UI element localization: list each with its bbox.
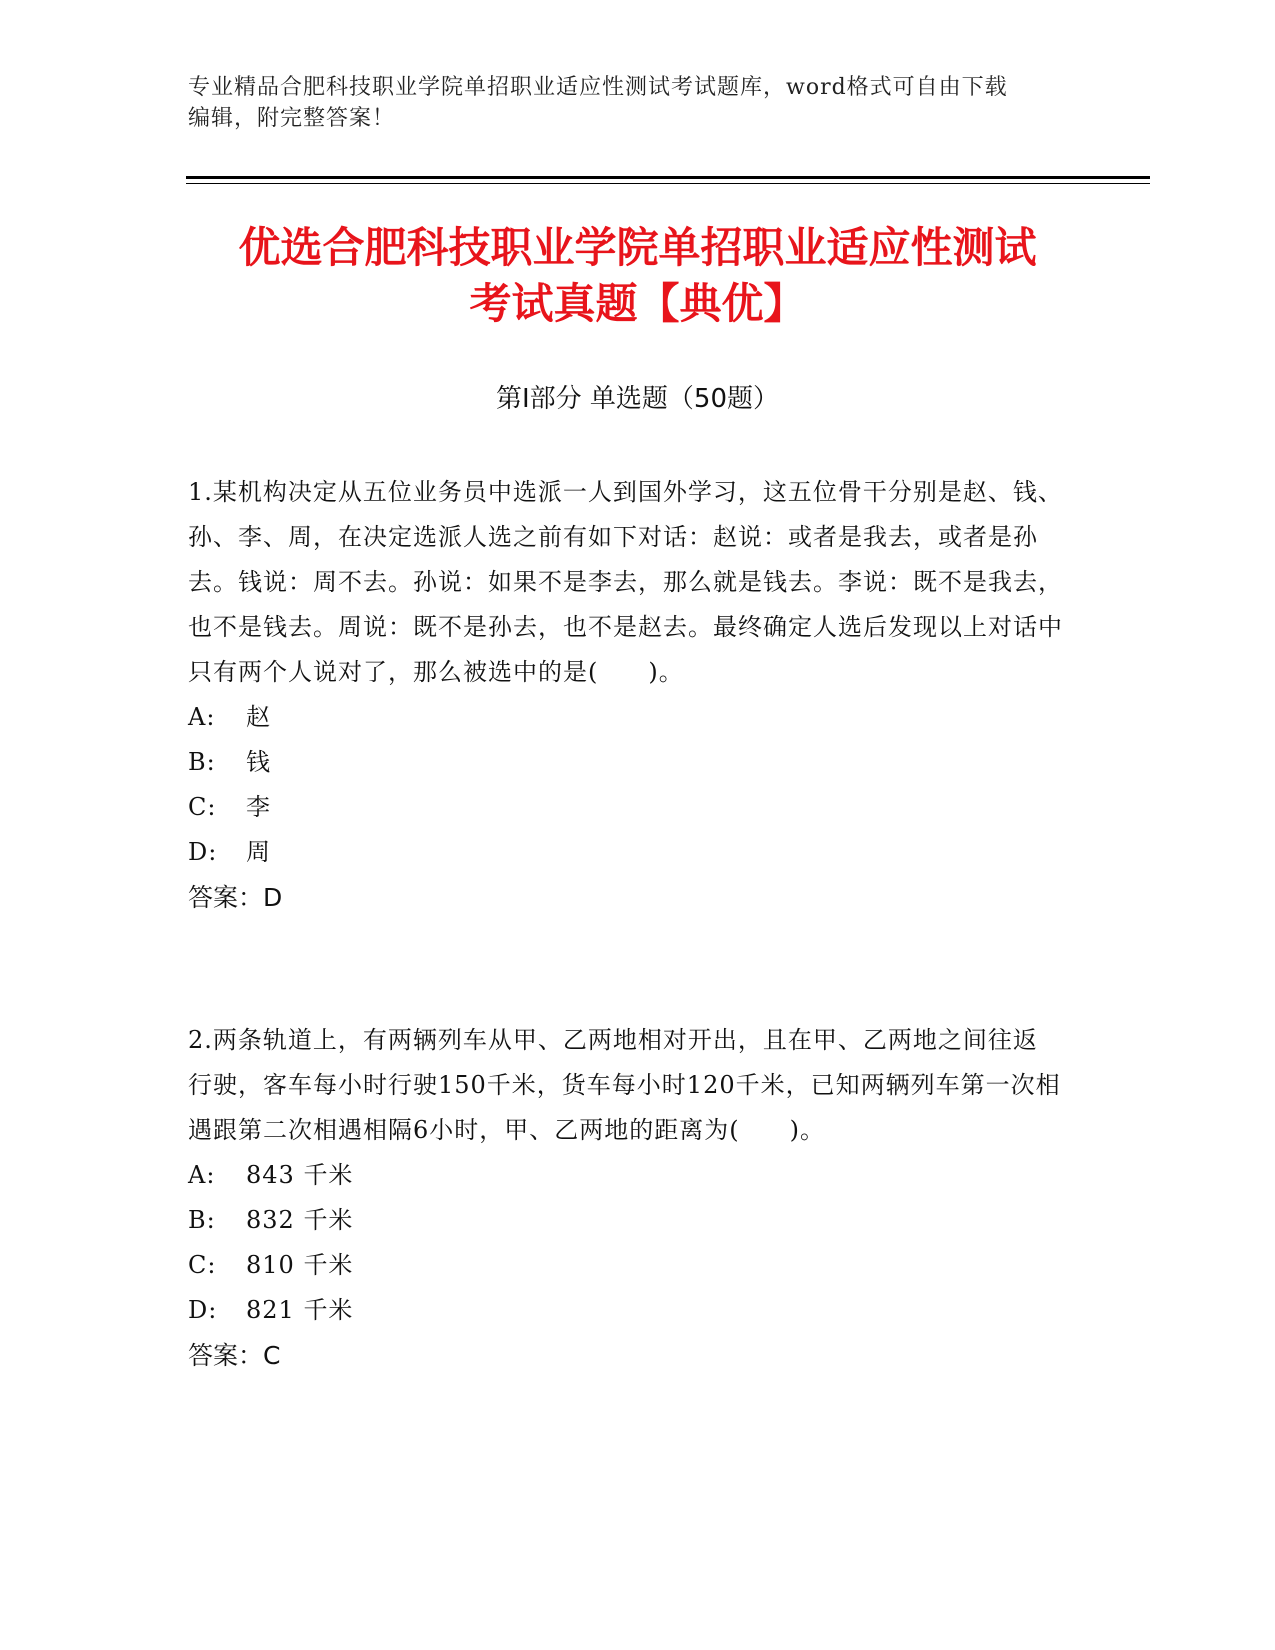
answer: 答案：D xyxy=(188,883,283,912)
question-2 xyxy=(188,1018,1068,1378)
option-letter: B: xyxy=(188,1206,216,1234)
question-stem: 2.两条轨道上，有两辆列车从甲、乙两地相对开出，且在甲、乙两地之间往返 行驶，客车每小时行驶150千米，货车每小时120千米，已知两辆列车第一次相遇跟第二次相遇相隔6小时，甲、乙两地的距离为( )。 xyxy=(188,1026,1061,1144)
option-c xyxy=(188,785,1068,830)
option-letter: C: xyxy=(188,1251,217,1279)
header-note-line-1: 专业精品合肥科技职业学院单招职业适应性测试考试题库，word格式可自由下载 xyxy=(188,75,1008,100)
option-letter: C: xyxy=(188,793,217,821)
answer: 答案：C xyxy=(188,1341,281,1370)
option-letter: A: xyxy=(188,703,216,731)
header-note-line-2: 编辑，附完整答案！ xyxy=(188,106,396,131)
document-title-line-1: 优选合肥科技职业学院单招职业适应性测试 xyxy=(238,223,1037,272)
document-title xyxy=(140,220,1135,332)
header-rule-thick xyxy=(186,176,1150,179)
document-title-line-2: 考试真题【典优】 xyxy=(469,279,806,328)
option-text: 赵 xyxy=(246,703,271,731)
option-text: 周 xyxy=(246,838,271,866)
option-a xyxy=(188,1153,1068,1198)
option-letter: D: xyxy=(188,1296,218,1324)
option-c xyxy=(188,1243,1068,1288)
header-rule-thin xyxy=(186,183,1150,184)
option-d xyxy=(188,830,1068,875)
option-text: 810 千米 xyxy=(246,1251,354,1279)
question-1 xyxy=(188,470,1068,920)
option-d xyxy=(188,1288,1068,1333)
option-text: 钱 xyxy=(246,748,271,776)
option-text: 843 千米 xyxy=(246,1161,354,1189)
option-text: 821 千米 xyxy=(246,1296,354,1324)
option-b xyxy=(188,1198,1068,1243)
option-letter: D: xyxy=(188,838,218,866)
option-letter: B: xyxy=(188,748,216,776)
option-text: 李 xyxy=(246,793,271,821)
header-note xyxy=(188,72,1068,134)
option-b xyxy=(188,740,1068,785)
question-stem: 1.某机构决定从五位业务员中选派一人到国外学习，这五位骨干分别是赵、钱、孙、李、周，在决定选派人选之前有如下对话：赵说：或者是我去，或者是孙去。钱说：周不去。孙说：如果不是李去，那么就是钱去。李说：既不是我去，也不是钱去。周说：既不是孙去，也不是赵去。最终确定人选后发现以上对话中只有两个人说对了，那么被选中的是( )。 xyxy=(188,478,1063,686)
option-text: 832 千米 xyxy=(246,1206,354,1234)
option-letter: A: xyxy=(188,1161,216,1189)
option-a xyxy=(188,695,1068,740)
section-title: 第Ⅰ部分 单选题（50题） xyxy=(495,384,780,414)
